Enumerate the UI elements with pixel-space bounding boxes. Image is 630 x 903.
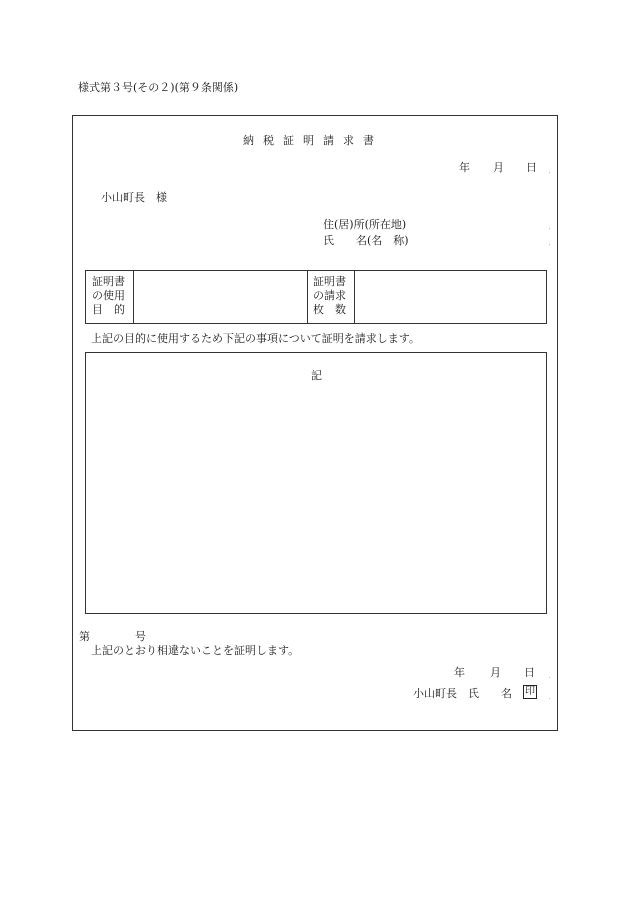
certificate-number-suffix: 号 [135, 630, 146, 643]
details-box [85, 352, 547, 614]
certification-date-month-label: 月 [490, 666, 501, 679]
date-leader-dot [549, 677, 550, 678]
signer-label: 小山町長 氏 名 [413, 687, 512, 700]
applicant-address-label: 住(居)所(所在地) [323, 218, 407, 231]
request-statement: 上記の目的に使用するため下記の事項について証明を請求します。 [91, 332, 420, 345]
count-label: 証明書 の請求 枚 数 [313, 275, 346, 316]
addressee: 小山町長 様 [101, 191, 167, 204]
request-date-day-label: 日 [526, 161, 537, 174]
info-table-divider [307, 271, 308, 323]
date-leader-dot [549, 172, 550, 173]
certification-statement: 上記のとおり相違ないことを証明します。 [91, 644, 300, 657]
name-leader-dot [549, 244, 550, 245]
certification-date-year-label: 年 [454, 666, 465, 679]
applicant-name-label: 氏 名(名 称) [323, 234, 409, 247]
seal-leader-dot [549, 698, 550, 699]
purpose-field[interactable] [134, 271, 307, 323]
address-leader-dot [549, 228, 550, 229]
purpose-label: 証明書 の使用 目 的 [92, 275, 125, 316]
details-heading: 記 [311, 369, 322, 382]
form-frame [72, 115, 558, 731]
info-table [85, 270, 547, 324]
request-date-year-label: 年 [459, 161, 470, 174]
count-field[interactable] [355, 271, 546, 323]
details-field[interactable] [94, 389, 538, 607]
form-title: 納税証明請求書 [243, 134, 383, 147]
request-date-month-label: 月 [493, 161, 504, 174]
form-number-label: 様式第３号(その２)(第９条関係) [78, 81, 239, 94]
seal-stamp-box: 印 [525, 686, 535, 697]
certificate-number-prefix: 第 [79, 630, 90, 643]
certification-date-day-label: 日 [524, 666, 535, 679]
